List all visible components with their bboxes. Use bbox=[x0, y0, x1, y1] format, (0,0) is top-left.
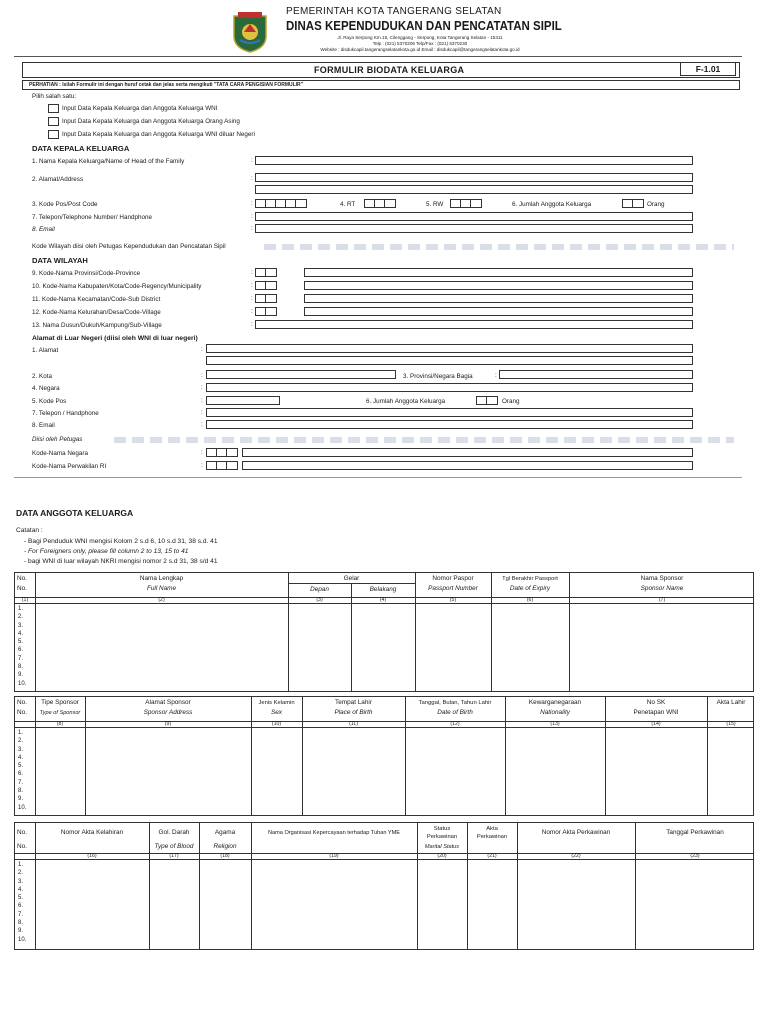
col-sk-no: No SK bbox=[646, 699, 666, 706]
phone-field[interactable] bbox=[255, 212, 693, 221]
members-table-3 bbox=[14, 822, 754, 950]
col-number: (12) bbox=[450, 721, 460, 727]
district-code-cells[interactable] bbox=[255, 294, 277, 303]
col-number: (4) bbox=[379, 597, 387, 603]
col-marriage-cert: Akta bbox=[486, 826, 498, 832]
row-numbers: 1. 2. 3. 4. 5. 6. 7. 8. 9. 10. bbox=[18, 862, 27, 943]
note-line: - For Foreigners only, please fill column 2 to 13, 15 to 41 bbox=[24, 548, 189, 555]
city-field[interactable] bbox=[206, 370, 396, 379]
col-belief-org: Nama Organisasi Kepercayaan terhadap Tuhan YME bbox=[267, 830, 401, 836]
col-no: No. bbox=[17, 829, 27, 836]
letterhead bbox=[14, 4, 742, 56]
field-label: Kode-Nama Perwakilan RI bbox=[32, 463, 107, 470]
col-blood-type: Gol. Darah bbox=[158, 829, 190, 836]
abroad-email-field[interactable] bbox=[206, 420, 693, 429]
col-no-en: No. bbox=[17, 843, 27, 850]
regency-name-field[interactable] bbox=[304, 281, 693, 290]
section-title: DATA WILAYAH bbox=[32, 256, 88, 265]
col-sponsor-address-en: Sponsor Address bbox=[143, 709, 193, 716]
abroad-member-count-cells[interactable] bbox=[476, 396, 498, 405]
col-marriage-date: Tanggal Perkawinan bbox=[666, 829, 724, 836]
address-field[interactable] bbox=[255, 173, 693, 182]
col-birth-date: Tanggal, Bulan, Tahun Lahir bbox=[418, 700, 492, 706]
col-number: (22) bbox=[571, 853, 581, 859]
section-title: Alamat di Luar Negeri (diisi oleh WNI di luar negeri) bbox=[32, 335, 198, 342]
field-label: 9. Kode-Nama Provinsi/Code-Province bbox=[32, 270, 141, 277]
subvillage-field[interactable] bbox=[255, 320, 693, 329]
field-label: 6. Jumlah Anggota Keluarga bbox=[512, 201, 592, 208]
col-passport-en: Passport Number bbox=[428, 585, 478, 592]
col-birth-place-en: Place of Birth bbox=[334, 709, 373, 716]
col-marital-status: Status bbox=[433, 826, 451, 832]
address-field-2[interactable] bbox=[255, 185, 693, 194]
form-code: F-1.01 bbox=[680, 62, 736, 76]
unit-label: Orang bbox=[502, 398, 520, 405]
col-marriage-cert-no: Nomor Akta Perkawinan bbox=[541, 829, 611, 836]
col-number: (10) bbox=[271, 721, 282, 727]
web-line: Website : disdukcapil.tangerangselatankota.go.id Email : disdukcapil@tangerangselatankota.go.id bbox=[320, 47, 520, 52]
col-number: (18) bbox=[220, 853, 230, 859]
rw-cells[interactable] bbox=[450, 199, 482, 208]
members-table-1 bbox=[14, 572, 754, 692]
col-sponsor-name: Nama Sponsor bbox=[640, 575, 684, 582]
field-label: 12. Kode-Nama Kelurahan/Desa/Code-Village bbox=[32, 309, 161, 316]
gov-name: PEMERINTAH KOTA TANGERANG SELATAN bbox=[286, 6, 502, 17]
col-birth-cert: Akta Lahir bbox=[716, 699, 746, 706]
rt-cells[interactable] bbox=[364, 199, 396, 208]
option-label: Input Data Kepala Keluarga dan Anggota Keluarga WNI diluar Negeri bbox=[62, 131, 255, 138]
form-page-1: PEMERINTAH KOTA TANGERANG SELATAN DINAS KEPENDUDUKAN DAN PENCATATAN SIPIL Jl. Raya Serpong Km.16, Cilenggang - Serpong, Kota Tangerang Selatan - 15311 Telp : (021) 5370206 Telp/Fax : (021) 5370230 Website : disdukcapil.tangerangselatankota.go.id Email : disdukcapil@tangerangselatankota.go.id FORMULIR BIODATA KELUARGA F-1.01 PERHATIAN : Isilah Formulir ini dengan huruf cetak dan jelas serta mengikuti "TATA CARA PENGISIAN FORMULIR" Pilih salah satu: Input Data Kepala Keluarga dan Anggota Keluarga WNI Input Data Kepala Keluarga dan Anggota Keluarga Orang Asing Input Data Kepala Keluarga dan Anggota Keluarga WNI diluar Negeri DATA KEPALA KELUARGA 1. Nama Kepala Keluarga/Name of Head of the Family : 2. Alamat/Address : 3. Kode Pos/Post Code : 4. RT 5. RW 6. Jumlah Anggota Keluarga Orang 7. Telepon/Telephone Number/ Handphone : 8. Email : Kode Wilayah diisi oleh Petugas Kependudukan dan Pencatatan Sipil DATA WILAYAH 9. Kode-Nama Provinsi/Code-Province : 10. Kode-Nama Kabupaten/Kota/Code-Regency/Municipality : 11. Kode-Nama Kecamatan/Code-Sub District : 12. Kode-Nama Kelurahan/Desa/Code-Village : 13. Nama Dusun/Dukuh/Kampung/Sub-Village : Alamat di Luar Negeri (diisi oleh WNI di luar negeri) 1. Alamat : 2. Kota : 3. Provinsi/Negara Bagia : 4. Negara : 5. Kode Pos : 6. Jumlah Anggota Keluarga Orang 7. Telepon / Handphone : 8. Email : Diisi oleh Petugas Kode-Nama Negara : Kode-Nama Perwakilan RI : bbox=[14, 4, 742, 478]
district-name-field[interactable] bbox=[304, 294, 693, 303]
city-emblem-icon bbox=[230, 10, 270, 54]
col-religion-en: Religion bbox=[213, 843, 237, 850]
region-note: Kode Wilayah diisi oleh Petugas Kependudukan dan Pencatatan Sipil bbox=[32, 243, 226, 250]
field-label: 4. RT bbox=[340, 201, 356, 208]
col-birth-date-en: Date of Birth bbox=[437, 709, 473, 716]
col-number: (9) bbox=[164, 721, 172, 727]
col-blood-type-en: Type of Blood bbox=[154, 843, 194, 850]
col-marriage-cert-2: Perkawinan bbox=[476, 834, 508, 840]
col-number: (14) bbox=[651, 721, 661, 727]
field-label: 4. Negara bbox=[32, 385, 60, 392]
col-nationality: Kewarganegaraan bbox=[528, 699, 582, 706]
col-no-en: No. bbox=[17, 709, 27, 716]
field-label: 3. Provinsi/Negara Bagia bbox=[403, 373, 473, 380]
col-sk-wni: Penetapan WNI bbox=[633, 709, 679, 716]
col-number: (1) bbox=[21, 597, 29, 603]
village-code-cells[interactable] bbox=[255, 307, 277, 316]
col-birth-cert-no: Nomor Akta Kelahiran bbox=[60, 829, 124, 836]
dept-name: DINAS KEPENDUDUKAN DAN PENCATATAN SIPIL bbox=[286, 19, 562, 33]
officer-note: Diisi oleh Petugas bbox=[32, 436, 83, 443]
col-number: (20) bbox=[437, 853, 447, 859]
abroad-address-field[interactable] bbox=[206, 344, 693, 353]
village-name-field[interactable] bbox=[304, 307, 693, 316]
field-label: 1. Alamat bbox=[32, 347, 59, 354]
col-marital-status-2: Perkawinan bbox=[426, 834, 458, 840]
postcode-cells[interactable] bbox=[255, 199, 307, 208]
country-name-field[interactable] bbox=[242, 448, 693, 457]
abroad-postcode-field[interactable] bbox=[206, 396, 280, 405]
col-number: (6) bbox=[526, 597, 534, 603]
regency-code-cells[interactable] bbox=[255, 281, 277, 290]
field-label: 10. Kode-Nama Kabupaten/Kota/Code-Regency/Municipality bbox=[32, 283, 202, 290]
note-heading: Catatan : bbox=[16, 527, 43, 534]
col-sponsor-type-en: Type of Sponsor bbox=[39, 710, 81, 716]
option-checkbox-wni[interactable] bbox=[48, 104, 59, 113]
col-back-title: Belakang bbox=[369, 586, 397, 593]
col-number: (2) bbox=[158, 597, 165, 603]
scan-smudge bbox=[264, 244, 734, 250]
field-label: 5. Kode Pos bbox=[32, 398, 67, 405]
form-title: FORMULIR BIODATA KELUARGA bbox=[314, 65, 465, 75]
col-number: (17) bbox=[169, 853, 179, 859]
form-page-2 bbox=[14, 498, 754, 960]
col-number: (21) bbox=[487, 853, 497, 859]
col-number: (3) bbox=[316, 597, 323, 603]
col-number: (8) bbox=[56, 721, 64, 727]
col-religion: Agama bbox=[214, 829, 236, 836]
col-no: No. bbox=[17, 575, 27, 582]
head-name-field[interactable] bbox=[255, 156, 693, 165]
abroad-address-field-2[interactable] bbox=[206, 356, 693, 365]
field-label: 3. Kode Pos/Post Code bbox=[32, 201, 98, 208]
province-name-field[interactable] bbox=[304, 268, 693, 277]
col-marital-status-en: Marital Status bbox=[424, 844, 460, 850]
field-label: 2. Kota bbox=[32, 373, 52, 380]
col-number: (16) bbox=[87, 853, 97, 859]
col-title: Gelar bbox=[343, 575, 360, 582]
col-birth-place: Tempat Lahir bbox=[335, 699, 372, 706]
field-label: 11. Kode-Nama Kecamatan/Code-Sub District bbox=[32, 296, 161, 303]
col-sex-en: Sex bbox=[270, 709, 282, 716]
email-field[interactable] bbox=[255, 224, 693, 233]
col-full-name-en: Full Name bbox=[146, 585, 177, 592]
col-nationality-en: Nationality bbox=[540, 709, 570, 716]
members-title: DATA ANGGOTA KELUARGA bbox=[16, 508, 134, 518]
field-label: 1. Nama Kepala Keluarga/Name of Head of the Family bbox=[32, 158, 185, 165]
state-field[interactable] bbox=[499, 370, 693, 379]
col-sponsor-type: Tipe Sponsor bbox=[41, 699, 79, 706]
unit-label: Orang bbox=[647, 201, 665, 208]
note-line: - bagi WNI di luar wilayah NKRI mengisi nomor 2 s.d 31, 38 s/d 41 bbox=[24, 558, 218, 565]
choose-label: Pilih salah satu: bbox=[32, 93, 77, 100]
option-checkbox-ln[interactable] bbox=[48, 130, 59, 139]
option-checkbox-asing[interactable] bbox=[48, 117, 59, 126]
option-label: Input Data Kepala Keluarga dan Anggota Keluarga Orang Asing bbox=[62, 118, 240, 125]
field-label: Kode-Nama Negara bbox=[32, 450, 89, 457]
field-label: 8. Email bbox=[32, 422, 55, 429]
col-no-en: No. bbox=[17, 585, 27, 592]
field-label: 6. Jumlah Anggota Keluarga bbox=[366, 398, 446, 405]
col-no: No. bbox=[17, 699, 27, 706]
col-number: (23) bbox=[690, 853, 700, 859]
scan-smudge bbox=[114, 437, 734, 443]
embassy-name-field[interactable] bbox=[242, 461, 693, 470]
address-line: Jl. Raya Serpong Km.16, Cilenggang - Serpong, Kota Tangerang Selatan - 15311 bbox=[337, 35, 503, 40]
phone-line: Telp : (021) 5370206 Telp/Fax : (021) 5370230 bbox=[372, 41, 468, 46]
col-sponsor-name-en: Sponsor Name bbox=[640, 585, 684, 592]
option-label: Input Data Kepala Keluarga dan Anggota Keluarga WNI bbox=[62, 105, 218, 112]
note-line: - Bagi Penduduk WNI mengisi Kolom 2 s.d 6, 10 s.d 31, 38 s.d. 41 bbox=[24, 538, 218, 545]
col-full-name: Nama Lengkap bbox=[139, 575, 184, 582]
col-front-title: Depan bbox=[310, 586, 329, 593]
members-table-2 bbox=[14, 696, 754, 816]
row-numbers: 1. 2. 3. 4. 5. 6. 7. 8. 9. 10. bbox=[18, 606, 27, 687]
col-number: (19) bbox=[329, 853, 339, 859]
country-field[interactable] bbox=[206, 383, 693, 392]
col-sponsor-address: Alamat Sponsor bbox=[145, 699, 191, 706]
embassy-code-cells[interactable] bbox=[206, 461, 238, 470]
member-count-cells[interactable] bbox=[622, 199, 644, 208]
col-number: (5) bbox=[449, 597, 457, 603]
country-code-cells[interactable] bbox=[206, 448, 238, 457]
field-label: 7. Telepon/Telephone Number/ Handphone bbox=[32, 214, 152, 221]
field-label: 13. Nama Dusun/Dukuh/Kampung/Sub-Village bbox=[32, 322, 162, 329]
field-label: 8. Email bbox=[32, 226, 55, 233]
row-numbers: 1. 2. 3. 4. 5. 6. 7. 8. 9. 10. bbox=[18, 730, 27, 811]
field-label: 5. RW bbox=[426, 201, 444, 208]
col-passport: Nomor Paspor bbox=[432, 575, 474, 582]
col-number: (15) bbox=[726, 721, 736, 727]
col-number: (13) bbox=[550, 721, 560, 727]
abroad-phone-field[interactable] bbox=[206, 408, 693, 417]
field-label: 7. Telepon / Handphone bbox=[32, 410, 99, 417]
dept-address bbox=[310, 35, 530, 53]
col-number: (11) bbox=[349, 721, 358, 727]
section-title: DATA KEPALA KELUARGA bbox=[32, 144, 130, 153]
field-label: 2. Alamat/Address bbox=[32, 176, 84, 183]
col-passport-expiry-en: Date of Expiry bbox=[509, 585, 551, 592]
header-divider bbox=[14, 56, 742, 57]
notice: PERHATIAN : Isilah Formulir ini dengan huruf cetak dan jelas serta mengikuti "TATA CARA PENGISIAN FORMULIR" bbox=[22, 80, 740, 90]
col-sex: Jenis Kelamin bbox=[258, 700, 295, 706]
col-passport-expiry: Tgl Berakhir Passport bbox=[502, 576, 558, 582]
col-number: (7) bbox=[658, 597, 666, 603]
province-code-cells[interactable] bbox=[255, 268, 277, 277]
